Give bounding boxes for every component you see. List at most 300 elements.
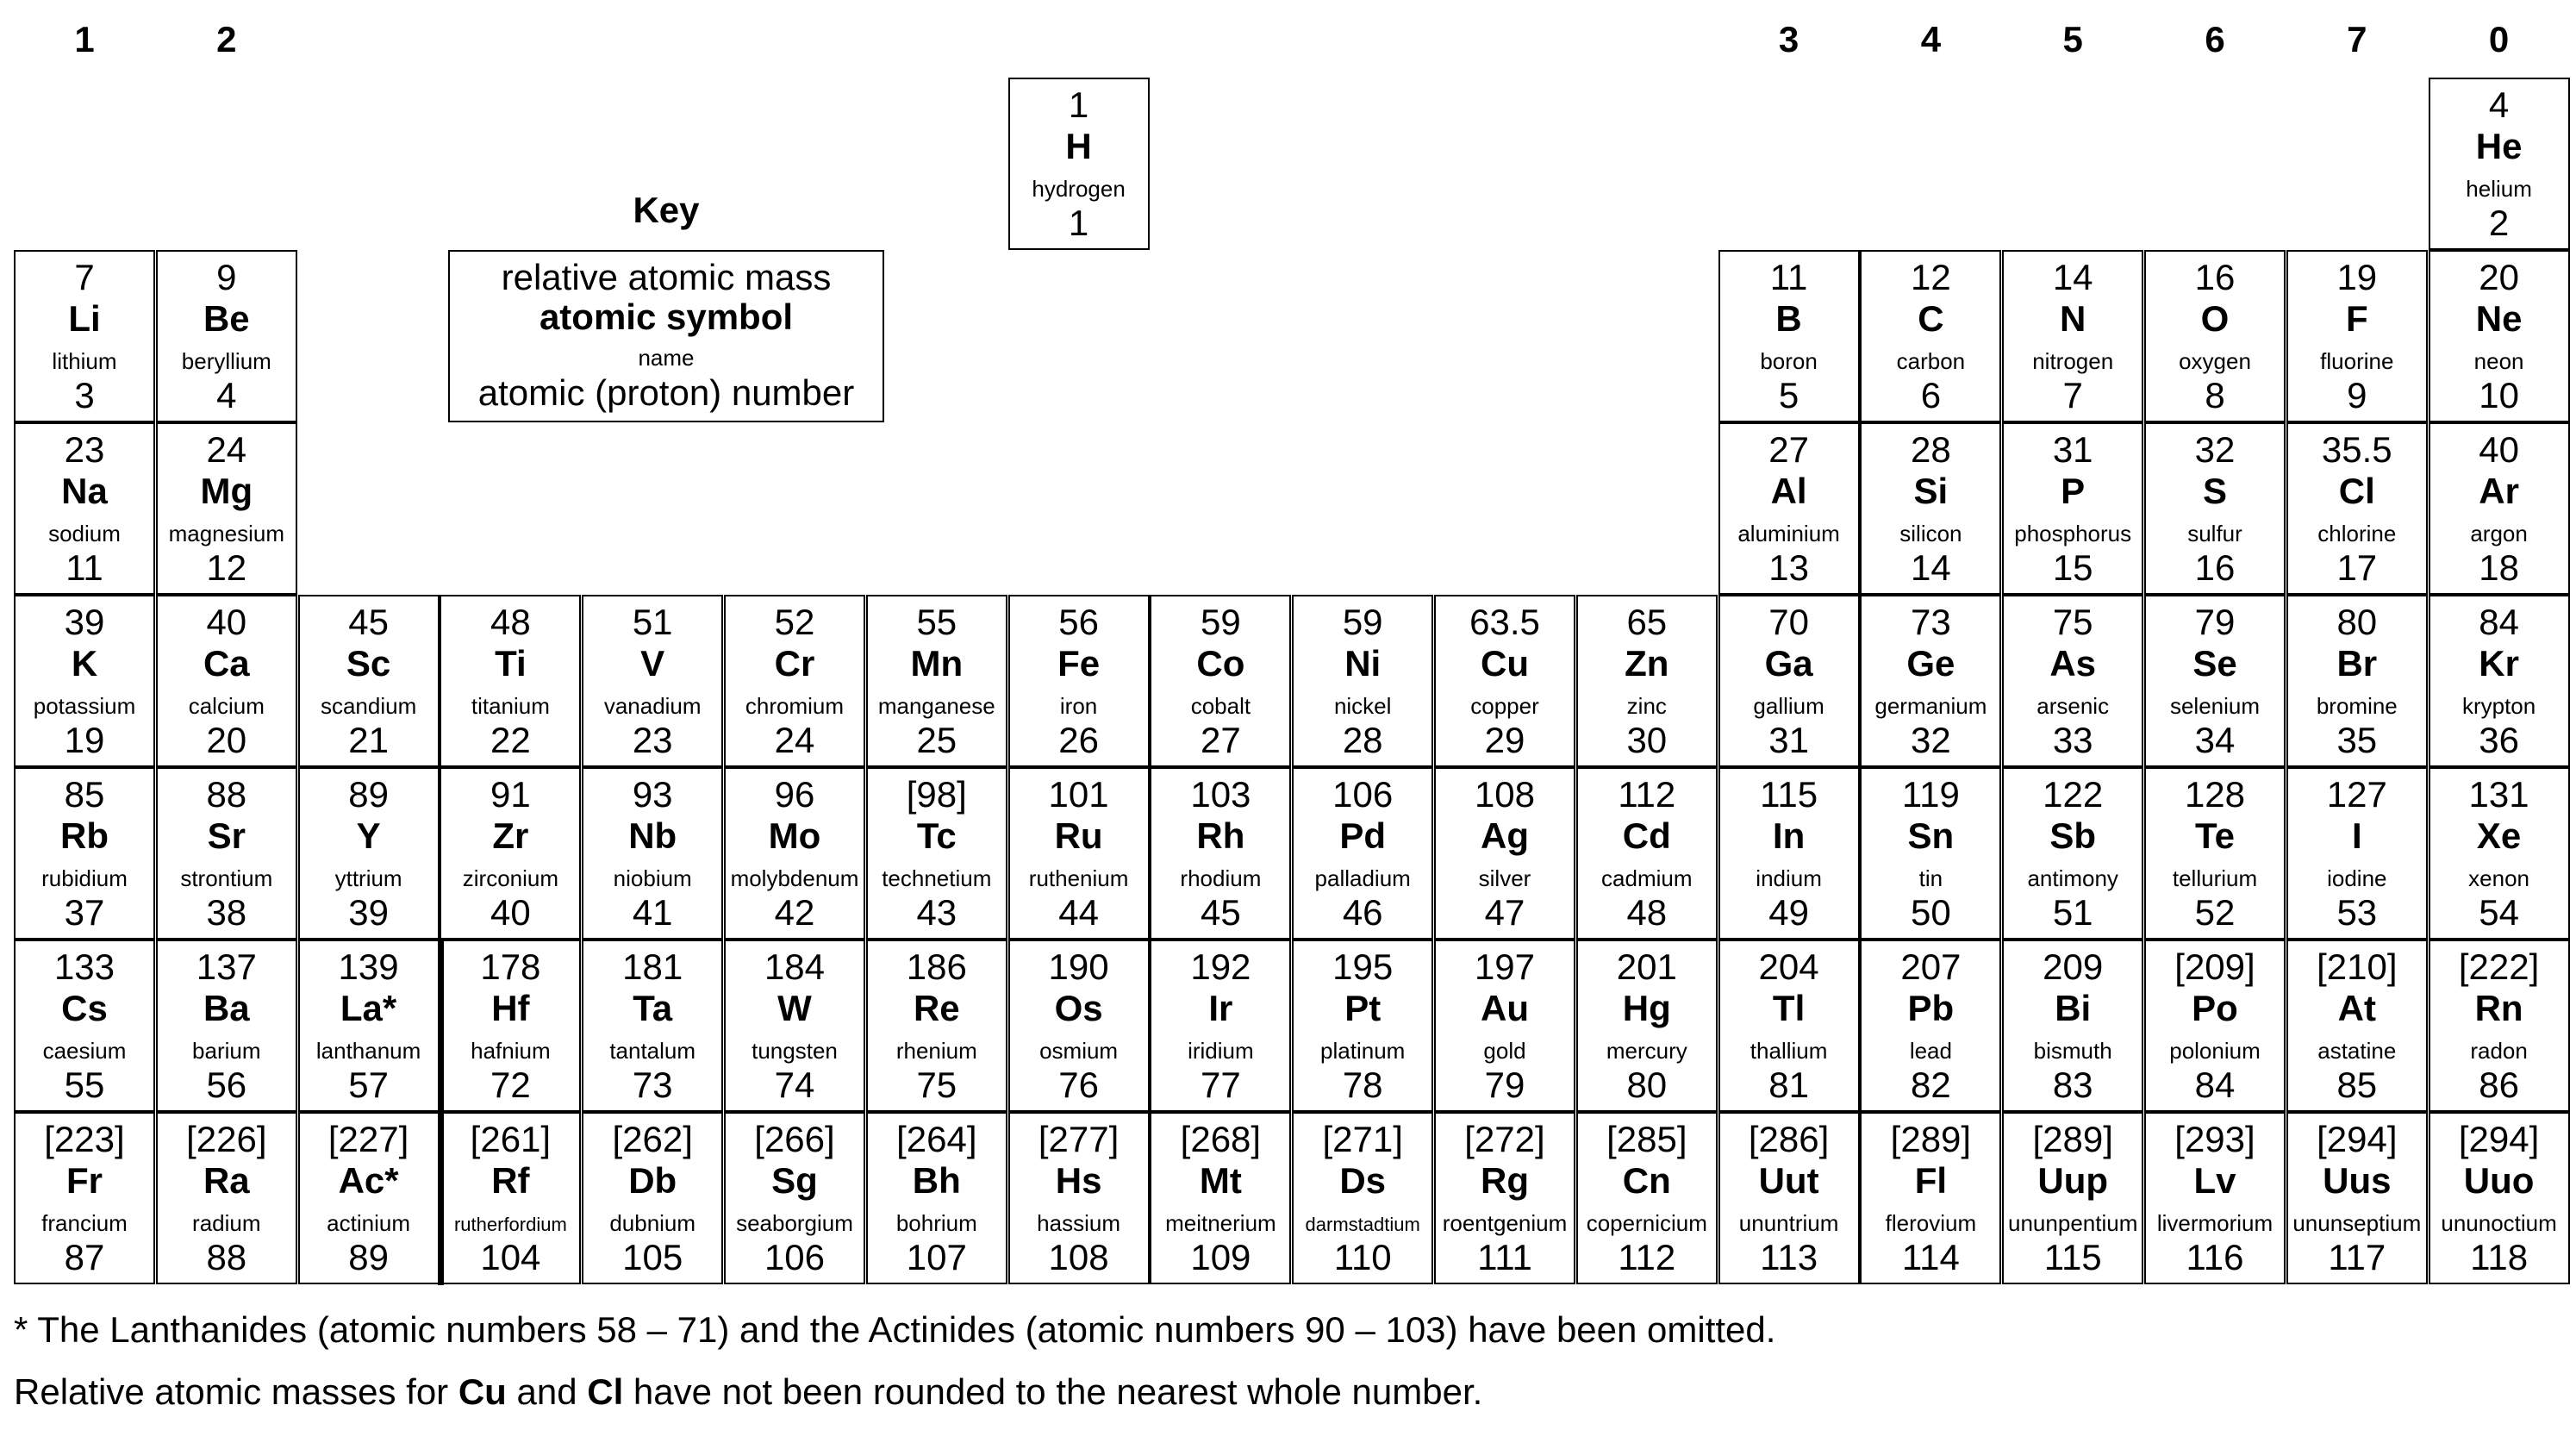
element-symbol: Ac* <box>338 1160 399 1201</box>
element-number: 46 <box>1342 892 1383 933</box>
element-name: lithium <box>52 348 117 374</box>
element-mass: 93 <box>632 774 673 815</box>
element-symbol: Ni <box>1344 643 1382 684</box>
element-symbol: Fr <box>66 1160 103 1201</box>
element-number: 117 <box>2328 1237 2386 1277</box>
element-cell <box>2144 1112 2286 1284</box>
element-symbol: Be <box>203 298 250 339</box>
group-header: 5 <box>2062 19 2083 59</box>
element-symbol: Db <box>628 1160 677 1201</box>
element-symbol: Bh <box>912 1160 961 1201</box>
element-cell <box>2144 940 2286 1112</box>
element-number: 80 <box>1626 1065 1668 1105</box>
element-cell <box>298 595 440 767</box>
element-symbol: Sr <box>207 815 246 856</box>
element-cell <box>724 1112 865 1284</box>
element-symbol: As <box>2049 643 2097 684</box>
element-cell <box>440 595 581 767</box>
element-cell <box>440 1112 581 1284</box>
element-number: 81 <box>1768 1065 1809 1105</box>
element-cell <box>1718 940 1860 1112</box>
element-cell <box>2429 422 2570 595</box>
element-name: thallium <box>1750 1038 1828 1064</box>
element-number: 22 <box>490 720 531 760</box>
element-cell <box>724 940 865 1112</box>
element-symbol: Fl <box>1914 1160 1948 1201</box>
element-mass: 39 <box>64 602 105 642</box>
footnote-cl: Cl <box>587 1371 624 1412</box>
element-symbol: Re <box>913 988 960 1028</box>
element-name: helium <box>2466 176 2532 202</box>
element-name: magnesium <box>168 521 284 546</box>
element-cell <box>156 250 297 422</box>
element-name: copper <box>1470 693 1539 719</box>
element-name: palladium <box>1314 865 1411 891</box>
element-number: 113 <box>1760 1237 1818 1277</box>
element-name: nickel <box>1333 693 1392 719</box>
element-name: cadmium <box>1601 865 1693 891</box>
element-mass: 190 <box>1048 946 1109 987</box>
element-number: 72 <box>490 1065 531 1105</box>
element-name: gallium <box>1753 693 1824 719</box>
element-mass: 73 <box>1911 602 1951 642</box>
element-cell <box>2002 250 2143 422</box>
element-cell <box>1292 595 1433 767</box>
element-cell <box>2429 250 2570 422</box>
element-number: 6 <box>1920 375 1942 415</box>
element-cell <box>2286 940 2428 1112</box>
element-cell <box>156 940 297 1112</box>
key-number-label: atomic (proton) number <box>477 372 855 413</box>
element-symbol: Uup <box>2037 1160 2109 1201</box>
element-symbol: Ca <box>203 643 250 684</box>
element-symbol: La* <box>340 988 397 1028</box>
element-name: ununoctium <box>2441 1210 2557 1236</box>
element-symbol: H <box>1065 126 1092 166</box>
element-mass: [261] <box>470 1119 552 1159</box>
element-number: 55 <box>64 1065 105 1105</box>
element-cell <box>1008 1112 1150 1284</box>
element-name: ununseptium <box>2292 1210 2422 1236</box>
element-symbol: F <box>2345 298 2368 339</box>
element-cell <box>2286 1112 2428 1284</box>
element-mass: 139 <box>338 946 399 987</box>
element-symbol: In <box>1772 815 1806 856</box>
element-mass: 31 <box>2052 429 2093 470</box>
element-number: 82 <box>1911 1065 1951 1105</box>
group-header: 6 <box>2205 19 2225 59</box>
footnote-text: have not been rounded to the nearest whole number. <box>623 1371 1483 1412</box>
element-number: 30 <box>1626 720 1668 760</box>
element-name: antimony <box>2027 865 2118 891</box>
element-mass: 52 <box>774 602 815 642</box>
element-mass: 70 <box>1768 602 1809 642</box>
element-number: 104 <box>480 1237 541 1277</box>
element-number: 51 <box>2052 892 2093 933</box>
element-cell <box>298 940 440 1112</box>
element-cell <box>1718 422 1860 595</box>
element-cell <box>2144 595 2286 767</box>
element-mass: [264] <box>896 1119 977 1159</box>
element-mass: 63.5 <box>1469 602 1540 642</box>
element-number: 31 <box>1768 720 1809 760</box>
element-name: manganese <box>877 693 995 719</box>
element-name: neon <box>2473 348 2524 374</box>
element-symbol: Zn <box>1625 643 1669 684</box>
element-number: 42 <box>774 892 815 933</box>
element-cell <box>156 1112 297 1284</box>
element-mass: [289] <box>1890 1119 1972 1159</box>
element-mass: [271] <box>1322 1119 1403 1159</box>
element-name: polonium <box>2169 1038 2261 1064</box>
group-header: 1 <box>74 19 95 59</box>
element-symbol: I <box>2351 815 2362 856</box>
element-cell <box>1292 1112 1433 1284</box>
element-name: krypton <box>2461 693 2536 719</box>
element-mass: 209 <box>2043 946 2104 987</box>
element-cell <box>156 767 297 940</box>
element-name: phosphorus <box>2014 521 2132 546</box>
element-mass: 4 <box>2488 84 2510 125</box>
element-symbol: Tc <box>916 815 957 856</box>
element-number: 26 <box>1058 720 1099 760</box>
element-name: ruthenium <box>1028 865 1129 891</box>
element-number: 112 <box>1618 1237 1676 1277</box>
element-mass: 128 <box>2184 774 2246 815</box>
element-number: 35 <box>2336 720 2378 760</box>
element-mass: [222] <box>2458 946 2540 987</box>
element-number: 27 <box>1201 720 1241 760</box>
element-cell <box>2286 767 2428 940</box>
element-cell <box>582 595 723 767</box>
element-name: silicon <box>1899 521 1962 546</box>
element-number: 45 <box>1201 892 1241 933</box>
element-name: rhodium <box>1180 865 1262 891</box>
element-symbol: Cu <box>1481 643 1529 684</box>
element-cell <box>2002 595 2143 767</box>
element-mass: 108 <box>1474 774 1536 815</box>
element-name: nitrogen <box>2032 348 2114 374</box>
element-mass: 122 <box>2043 774 2104 815</box>
element-mass: 181 <box>622 946 683 987</box>
element-mass: 1 <box>1068 84 1089 125</box>
element-symbol: Pd <box>1339 815 1387 856</box>
element-number: 20 <box>206 720 247 760</box>
footnote-cu: Cu <box>458 1371 507 1412</box>
element-cell <box>2429 767 2570 940</box>
element-cell <box>866 940 1007 1112</box>
element-name: bromine <box>2316 693 2398 719</box>
element-symbol: Rf <box>491 1160 530 1201</box>
element-mass: 178 <box>480 946 541 987</box>
element-cell <box>1576 940 1718 1112</box>
element-number: 40 <box>490 892 531 933</box>
element-cell <box>440 940 581 1112</box>
element-mass: 79 <box>2194 602 2236 642</box>
element-name: rutherfordium <box>453 1214 567 1235</box>
key-mass-label: relative atomic mass <box>501 257 832 297</box>
element-cell <box>1434 940 1575 1112</box>
element-symbol: Os <box>1054 988 1103 1028</box>
element-mass: 9 <box>216 257 237 297</box>
element-cell <box>724 767 865 940</box>
element-symbol: Hg <box>1622 988 1671 1028</box>
element-name: chlorine <box>2317 521 2397 546</box>
element-cell <box>14 250 155 422</box>
element-mass: 131 <box>2468 774 2529 815</box>
element-name: beryllium <box>181 348 271 374</box>
element-number: 9 <box>2347 375 2367 415</box>
element-mass: 48 <box>490 602 531 642</box>
element-mass: 16 <box>2194 257 2236 297</box>
element-symbol: N <box>2060 298 2086 339</box>
element-mass: 35.5 <box>2321 429 2392 470</box>
element-name: platinum <box>1320 1038 1406 1064</box>
element-cell <box>1150 767 1291 940</box>
element-cell <box>1292 767 1433 940</box>
element-cell <box>1292 940 1433 1112</box>
element-symbol: Hf <box>491 988 530 1028</box>
element-symbol: Sn <box>1907 815 1955 856</box>
element-mass: [223] <box>44 1119 125 1159</box>
element-cell <box>866 767 1007 940</box>
element-number: 87 <box>64 1237 105 1277</box>
element-cell <box>2144 250 2286 422</box>
element-symbol: Ar <box>2479 471 2519 511</box>
element-name: lead <box>1909 1038 1952 1064</box>
element-mass: 106 <box>1332 774 1394 815</box>
element-cell <box>2002 1112 2143 1284</box>
element-number: 1 <box>1068 203 1089 243</box>
element-number: 44 <box>1058 892 1099 933</box>
element-cell <box>1860 595 2001 767</box>
element-number: 28 <box>1342 720 1383 760</box>
footnote-rounding <box>14 1371 1482 1414</box>
element-mass: 127 <box>2326 774 2387 815</box>
element-symbol: Uuo <box>2463 1160 2535 1201</box>
element-name: titanium <box>471 693 550 719</box>
element-name: bismuth <box>2033 1038 2112 1064</box>
element-number: 18 <box>2479 547 2519 588</box>
element-mass: 11 <box>1769 257 1808 297</box>
element-mass: 27 <box>1768 429 1809 470</box>
element-cell <box>1008 767 1150 940</box>
element-cell <box>1576 1112 1718 1284</box>
element-cell <box>582 940 723 1112</box>
element-mass: 45 <box>348 602 389 642</box>
element-number: 15 <box>2052 547 2093 588</box>
element-number: 116 <box>2186 1237 2244 1277</box>
element-number: 36 <box>2479 720 2519 760</box>
element-number: 2 <box>2488 203 2510 243</box>
element-name: actinium <box>327 1210 410 1236</box>
element-name: sodium <box>48 521 121 546</box>
element-cell <box>1008 595 1150 767</box>
element-mass: [209] <box>2174 946 2255 987</box>
element-number: 34 <box>2194 720 2236 760</box>
element-symbol: Rb <box>60 815 109 856</box>
element-symbol: Lv <box>2193 1160 2236 1201</box>
element-number: 23 <box>632 720 673 760</box>
element-symbol: Co <box>1196 643 1245 684</box>
element-mass: 133 <box>53 946 115 987</box>
element-symbol: Bi <box>2055 988 2092 1028</box>
element-symbol: W <box>777 988 812 1028</box>
element-mass: 101 <box>1048 774 1109 815</box>
element-symbol: Cd <box>1622 815 1671 856</box>
element-mass: 75 <box>2052 602 2093 642</box>
element-symbol: S <box>2202 471 2227 511</box>
element-number: 75 <box>916 1065 957 1105</box>
element-name: arsenic <box>2036 693 2110 719</box>
element-number: 106 <box>764 1237 826 1277</box>
element-symbol: Rg <box>1481 1160 1529 1201</box>
element-mass: [294] <box>2317 1119 2398 1159</box>
key-title: Key <box>633 190 700 230</box>
element-name: rhenium <box>895 1038 977 1064</box>
element-symbol: Ag <box>1481 815 1529 856</box>
element-number: 11 <box>65 547 103 588</box>
element-symbol: Na <box>61 471 108 511</box>
element-mass: 204 <box>1758 946 1819 987</box>
element-name: hydrogen <box>1032 176 1126 202</box>
element-cell <box>298 767 440 940</box>
element-cell <box>1434 1112 1575 1284</box>
element-number: 16 <box>2194 547 2236 588</box>
element-number: 52 <box>2194 892 2236 933</box>
element-name: potassium <box>33 693 136 719</box>
element-cell <box>866 595 1007 767</box>
lanthanide-divider <box>438 940 444 1285</box>
element-name: mercury <box>1606 1038 1687 1064</box>
element-name: meitnerium <box>1165 1210 1276 1236</box>
element-number: 47 <box>1484 892 1525 933</box>
element-name: fluorine <box>2320 348 2394 374</box>
element-mass: 197 <box>1474 946 1536 987</box>
element-cell <box>2002 767 2143 940</box>
element-symbol: K <box>71 643 98 684</box>
element-number: 105 <box>622 1237 683 1277</box>
element-name: niobium <box>613 865 692 891</box>
element-number: 83 <box>2052 1065 2093 1105</box>
element-cell <box>14 767 155 940</box>
key-name-label: name <box>638 345 695 371</box>
element-number: 14 <box>1911 547 1951 588</box>
element-mass: 207 <box>1900 946 1962 987</box>
element-number: 4 <box>216 375 237 415</box>
element-name: radium <box>192 1210 261 1236</box>
element-name: tin <box>1918 865 1943 891</box>
element-cell <box>1576 595 1718 767</box>
element-number: 77 <box>1201 1065 1241 1105</box>
element-name: germanium <box>1874 693 1987 719</box>
element-mass: [210] <box>2317 946 2398 987</box>
element-number: 24 <box>774 720 815 760</box>
element-symbol: Ti <box>495 643 527 684</box>
element-mass: 84 <box>2479 602 2519 642</box>
element-symbol: Hs <box>1055 1160 1102 1201</box>
element-mass: 85 <box>64 774 105 815</box>
key-symbol-label: atomic symbol <box>539 297 794 337</box>
element-mass: 96 <box>774 774 815 815</box>
element-mass: 112 <box>1618 774 1676 815</box>
element-symbol: Br <box>2336 643 2378 684</box>
element-number: 19 <box>64 720 105 760</box>
element-mass: [227] <box>327 1119 409 1159</box>
element-mass: 192 <box>1190 946 1251 987</box>
element-number: 10 <box>2479 375 2519 415</box>
element-cell <box>14 1112 155 1284</box>
element-number: 110 <box>1333 1237 1392 1277</box>
element-name: iron <box>1059 693 1098 719</box>
element-number: 74 <box>774 1065 815 1105</box>
element-mass: 89 <box>348 774 389 815</box>
element-symbol: Pb <box>1907 988 1955 1028</box>
element-cell <box>2286 250 2428 422</box>
element-number: 48 <box>1626 892 1668 933</box>
element-mass: 119 <box>1901 774 1960 815</box>
element-cell <box>2286 422 2428 595</box>
element-mass: 23 <box>64 429 105 470</box>
element-symbol: Uus <box>2323 1160 2392 1201</box>
element-symbol: Se <box>2192 643 2237 684</box>
element-mass: 59 <box>1342 602 1383 642</box>
element-name: iodine <box>2327 865 2387 891</box>
element-number: 57 <box>348 1065 389 1105</box>
element-symbol: Cn <box>1622 1160 1671 1201</box>
element-number: 12 <box>206 547 247 588</box>
element-mass: [293] <box>2174 1119 2255 1159</box>
element-number: 84 <box>2194 1065 2236 1105</box>
element-mass: 88 <box>206 774 247 815</box>
element-number: 88 <box>206 1237 247 1277</box>
footnote-text: and <box>506 1371 588 1412</box>
element-mass: [289] <box>2032 1119 2113 1159</box>
element-mass: 80 <box>2336 602 2378 642</box>
element-name: technetium <box>882 865 992 891</box>
element-symbol: Ds <box>1339 1160 1387 1201</box>
element-name: aluminium <box>1737 521 1840 546</box>
element-number: 56 <box>206 1065 247 1105</box>
element-symbol: O <box>2200 298 2230 339</box>
element-cell <box>1008 78 1150 250</box>
element-name: yttrium <box>334 865 402 891</box>
element-symbol: Ne <box>2475 298 2523 339</box>
element-name: lanthanum <box>315 1038 421 1064</box>
element-symbol: Y <box>356 815 381 856</box>
element-symbol: Cl <box>2338 471 2375 511</box>
element-cell <box>2429 1112 2570 1284</box>
element-symbol: Mt <box>1199 1160 1242 1201</box>
element-name: radon <box>2470 1038 2528 1064</box>
group-header: 2 <box>216 19 237 59</box>
element-symbol: P <box>2061 471 2086 511</box>
element-name: tellurium <box>2172 865 2258 891</box>
element-mass: [226] <box>186 1119 267 1159</box>
element-number: 107 <box>906 1237 967 1277</box>
element-cell <box>1718 1112 1860 1284</box>
element-symbol: V <box>640 643 665 684</box>
element-symbol: Uut <box>1758 1160 1819 1201</box>
element-symbol: Xe <box>2476 815 2522 856</box>
element-cell <box>1860 940 2001 1112</box>
element-cell <box>2002 940 2143 1112</box>
element-symbol: Li <box>68 298 101 339</box>
element-number: 78 <box>1342 1065 1383 1105</box>
element-cell <box>2144 767 2286 940</box>
element-cell <box>1008 940 1150 1112</box>
element-name: francium <box>41 1210 128 1236</box>
